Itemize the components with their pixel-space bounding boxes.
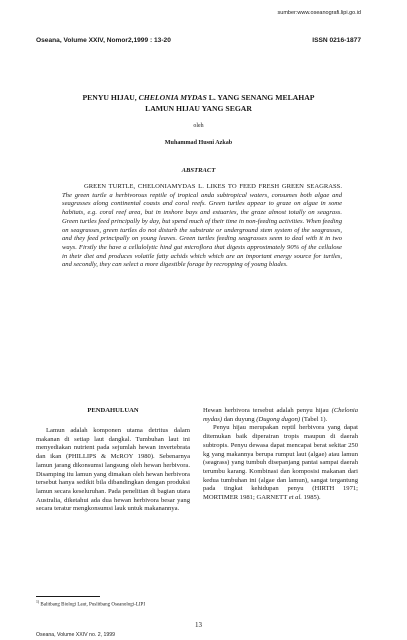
page-footer: Oseana, Volume XXIV no. 2, 1999 bbox=[36, 632, 116, 638]
issn: ISSN 0216-1877 bbox=[312, 37, 361, 44]
text-span: dan duyung bbox=[222, 415, 257, 423]
title-line1-post: L. YANG SENANG MELAHAP bbox=[206, 93, 315, 102]
abstract-text: The green turtle a herbivorous reptile of tropical anda subtropical waters, consumes both algae and seagrasses along continental coasts and coral reefs. Green turtles appear to graze on algae in some habitats, e.g. coral reef area, but in inshore bays and estuaries, the graze almost totally on seagrass. Green turtles feed principally by day, but spend much of their time in non-feeding activities. When feeding on seagrasses, green turtles do not disturb the substrate or underground stem system of the seagrasses, and they feed principally on young leaves. Green turtles feeding seagrasses seem to deal with it in two ways. Firstly the have a cellulolytic hind gut microflora that digests approximately 90% of the cellulose in their diet and produces volatile fatty achids which which are an important energy source for turtles, and secondly, they can select a more digestible forage by recropping of young blades. bbox=[62, 191, 342, 269]
author-name: Muhammad Husni Azkab bbox=[164, 140, 233, 146]
source-url: sumber:www.oseanografi.lipi.go.id bbox=[277, 10, 361, 16]
article-title bbox=[36, 92, 361, 114]
citation-etal: et al. bbox=[288, 494, 302, 502]
footnote-rule bbox=[36, 596, 100, 597]
journal-reference: Oseana, Volume XXIV, Nomor2,1999 : 13-20 bbox=[36, 37, 171, 44]
species-name: (Chelonia mydas) bbox=[203, 407, 358, 423]
page-number: 13 bbox=[195, 621, 202, 629]
footnote-mark: 1) bbox=[36, 600, 40, 604]
text-span: 1985). bbox=[301, 494, 321, 502]
byline: oleh bbox=[193, 123, 204, 129]
title-species: CHELONIA MYDAS bbox=[138, 93, 207, 102]
title-line2: LAMUN HIJAU YANG SEGAR bbox=[145, 104, 252, 113]
footnote bbox=[36, 600, 206, 608]
species-name: (Dugong dugon) bbox=[256, 415, 301, 423]
text-span: Hewan herbivora tersebut adalah penyu hijau bbox=[203, 407, 332, 414]
title-line1-pre: PENYU HIJAU, bbox=[82, 93, 139, 102]
abstract-lead: GREEN TURTLE, CHELONIAMYDAS L. LIKES TO FEED FRESH GREEN SEAGRASS. bbox=[84, 183, 342, 190]
text-span: (Tabel 1). bbox=[300, 415, 328, 423]
abstract-heading: ABSTRACT bbox=[181, 167, 216, 174]
right-column bbox=[203, 407, 358, 503]
right-paragraph-2 bbox=[203, 424, 358, 502]
abstract-body bbox=[62, 183, 342, 270]
section-heading: PENDAHULUAN bbox=[87, 407, 139, 414]
right-paragraph-1 bbox=[203, 407, 358, 424]
left-column-text: Lamun adalah komponen utama detritus dalam makanan di setiap laut dangkal. Tumbuhan laut ini menyediakan nutrient pada sejumlah hewan invertebrata dan ikan (PHILLIPS & McROY 1980). Sebenarnya lamun jarang dikonsumsi langsung oleh hewan herbivora. Disamping itu lamun yang dimakan oleh hewan herbivora tersebut hanya sedikit bila dibandingkan dengan produksi lamun secara keseluruhan. Pada penelitian di bagian utara Australia, diketahui ada dua hewan herbivora besar yang secara teratur mengkonsumsi lauk untuk makanannya. bbox=[36, 427, 190, 513]
footnote-text: Balitbang Biologi Laut, Puslitbang Oseanologi-LIPI bbox=[39, 602, 145, 608]
text-span: Penyu hijau merupakan reptil herbivora yang dapat ditemukan baik diperairan tropis maupun di daerah subtropis. Penyu dewasa dapat mencapai berat sekitar 250 kg yang makannya berupa rumput laut (algae) atau lamun (seagrass) yang tumbuh disepanjang pantai sampai daerah terumbu karang. Kombinasi dan komposisi makanan dari kedua tumbuhan ini (algae dan lamun), sangat tergantung pada tingkat kehidupan penyu (HIRTH 1971; MORTIMER 1981; GARNETT bbox=[203, 424, 358, 502]
